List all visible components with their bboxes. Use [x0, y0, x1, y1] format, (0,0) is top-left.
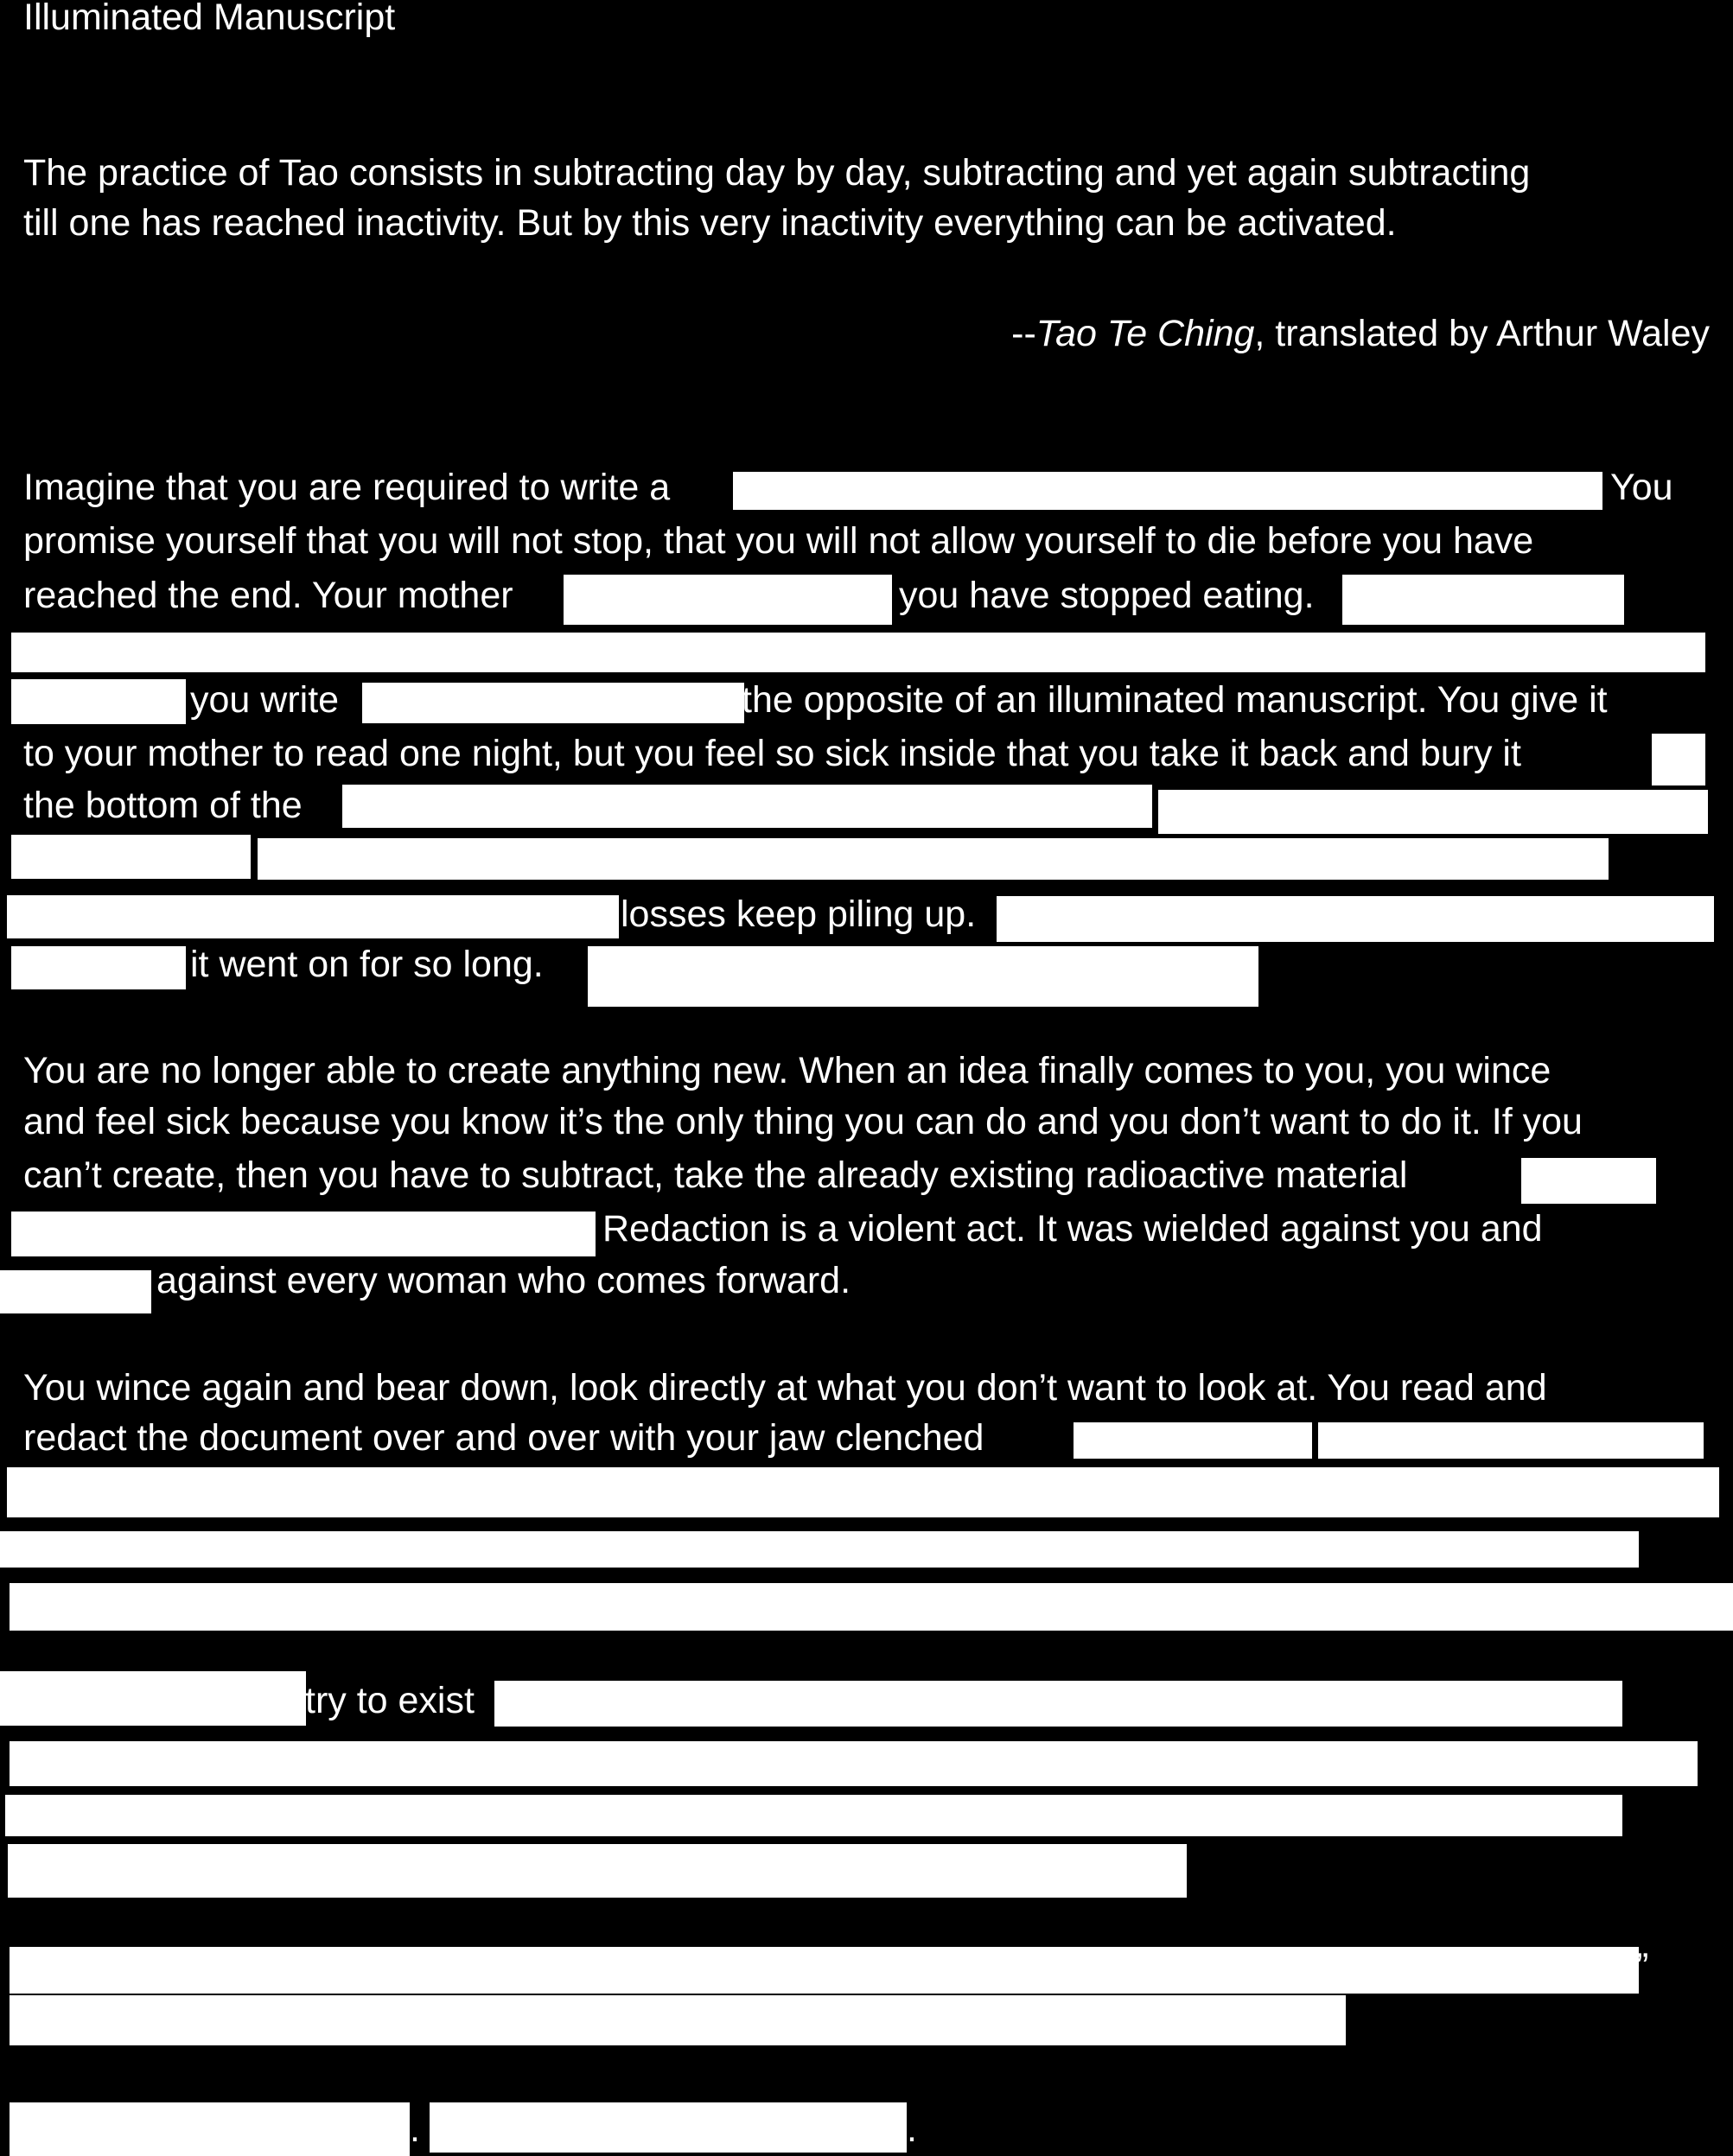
redaction-bar [997, 896, 1714, 942]
p3-line-4-end: Redaction is a violent act. It was wielded against you and [602, 1208, 1543, 1250]
p3-line-3: can’t create, then you have to subtract, take the already existing radioactive material [23, 1154, 1408, 1196]
p1-line-1-end: You [1610, 467, 1673, 508]
p5-line-1-mid: try to exist [305, 1680, 475, 1721]
redaction-bar [1158, 790, 1708, 834]
p1-line-5-end: the opposite of an illuminated manuscript. You give it [742, 679, 1608, 721]
epigraph-line-2: till one has reached inactivity. But by this very inactivity everything can be activated. [23, 202, 1397, 244]
redaction-bar [11, 1212, 596, 1256]
redaction-bar [10, 1995, 1346, 2045]
attribution-book: Tao Te Ching [1035, 313, 1255, 354]
p1-line-6: to your mother to read one night, but you feel so sick inside that you take it back and bury it [23, 733, 1521, 774]
attribution-suffix: , translated by Arthur Waley [1254, 313, 1710, 354]
p4-line-2-start: redact the document over and over with your jaw clenched [23, 1417, 984, 1459]
redaction-bar [11, 679, 186, 724]
redaction-bar [10, 1947, 1639, 1994]
p7-period-1: . [410, 2108, 420, 2150]
p1-line-2: promise yourself that you will not stop, that you will not allow yourself to die before you have [23, 520, 1534, 562]
redaction-bar [11, 835, 251, 879]
redaction-bar [1074, 1422, 1312, 1459]
redaction-bar [430, 2102, 907, 2153]
redaction-bar [588, 946, 1258, 1007]
redaction-bar [1342, 575, 1624, 625]
p1-line-5-start: you write [190, 679, 340, 721]
redaction-bar [342, 785, 1152, 828]
p1-line-9-mid: losses keep piling up. [621, 894, 977, 935]
p3-line-5-end: against every woman who comes forward. [156, 1260, 851, 1301]
redaction-bar [1521, 1158, 1656, 1204]
p1-line-7-start: the bottom of the [23, 785, 303, 826]
p6-line-1-end: ” [1636, 1946, 1649, 1987]
p7-period-2: . [907, 2108, 917, 2150]
p3-line-2: and feel sick because you know it’s the only thing you can do and you don’t want to do it. If you [23, 1101, 1583, 1142]
p1-line-3-mid: you have stopped eating. [899, 575, 1315, 616]
redaction-bar [0, 1270, 151, 1313]
redaction-bar [5, 1795, 1622, 1836]
redaction-bar [733, 472, 1602, 510]
redaction-bar [10, 2102, 410, 2156]
redaction-bar [11, 633, 1705, 672]
p3-line-1: You are no longer able to create anything new. When an idea finally comes to you, you wince [23, 1050, 1551, 1091]
redaction-bar [0, 1671, 306, 1726]
redaction-bar [7, 895, 619, 938]
document-title: Illuminated Manuscript [23, 0, 396, 38]
attribution-prefix: -- [1011, 313, 1036, 354]
p4-line-1: You wince again and bear down, look directly at what you don’t want to look at. You read and [23, 1367, 1547, 1409]
p1-line-1-start: Imagine that you are required to write a [23, 467, 671, 508]
p1-line-3-start: reached the end. Your mother [23, 575, 513, 616]
redaction-bar [0, 1531, 1639, 1568]
redaction-bar [258, 838, 1609, 880]
redaction-bar [10, 1583, 1733, 1631]
redaction-bar [7, 1467, 1719, 1517]
redaction-bar [494, 1681, 1622, 1727]
epigraph-attribution [1011, 309, 1710, 358]
redaction-bar [564, 575, 892, 625]
redaction-bar [8, 1844, 1187, 1898]
redaction-bar [362, 683, 744, 723]
p1-line-10-mid: it went on for so long. [190, 944, 544, 985]
redaction-bar [1652, 734, 1705, 785]
redaction-bar [1318, 1422, 1704, 1459]
redaction-bar [11, 946, 186, 989]
redaction-bar [10, 1741, 1698, 1786]
epigraph-line-1: The practice of Tao consists in subtracting day by day, subtracting and yet again subtracting [23, 152, 1531, 194]
